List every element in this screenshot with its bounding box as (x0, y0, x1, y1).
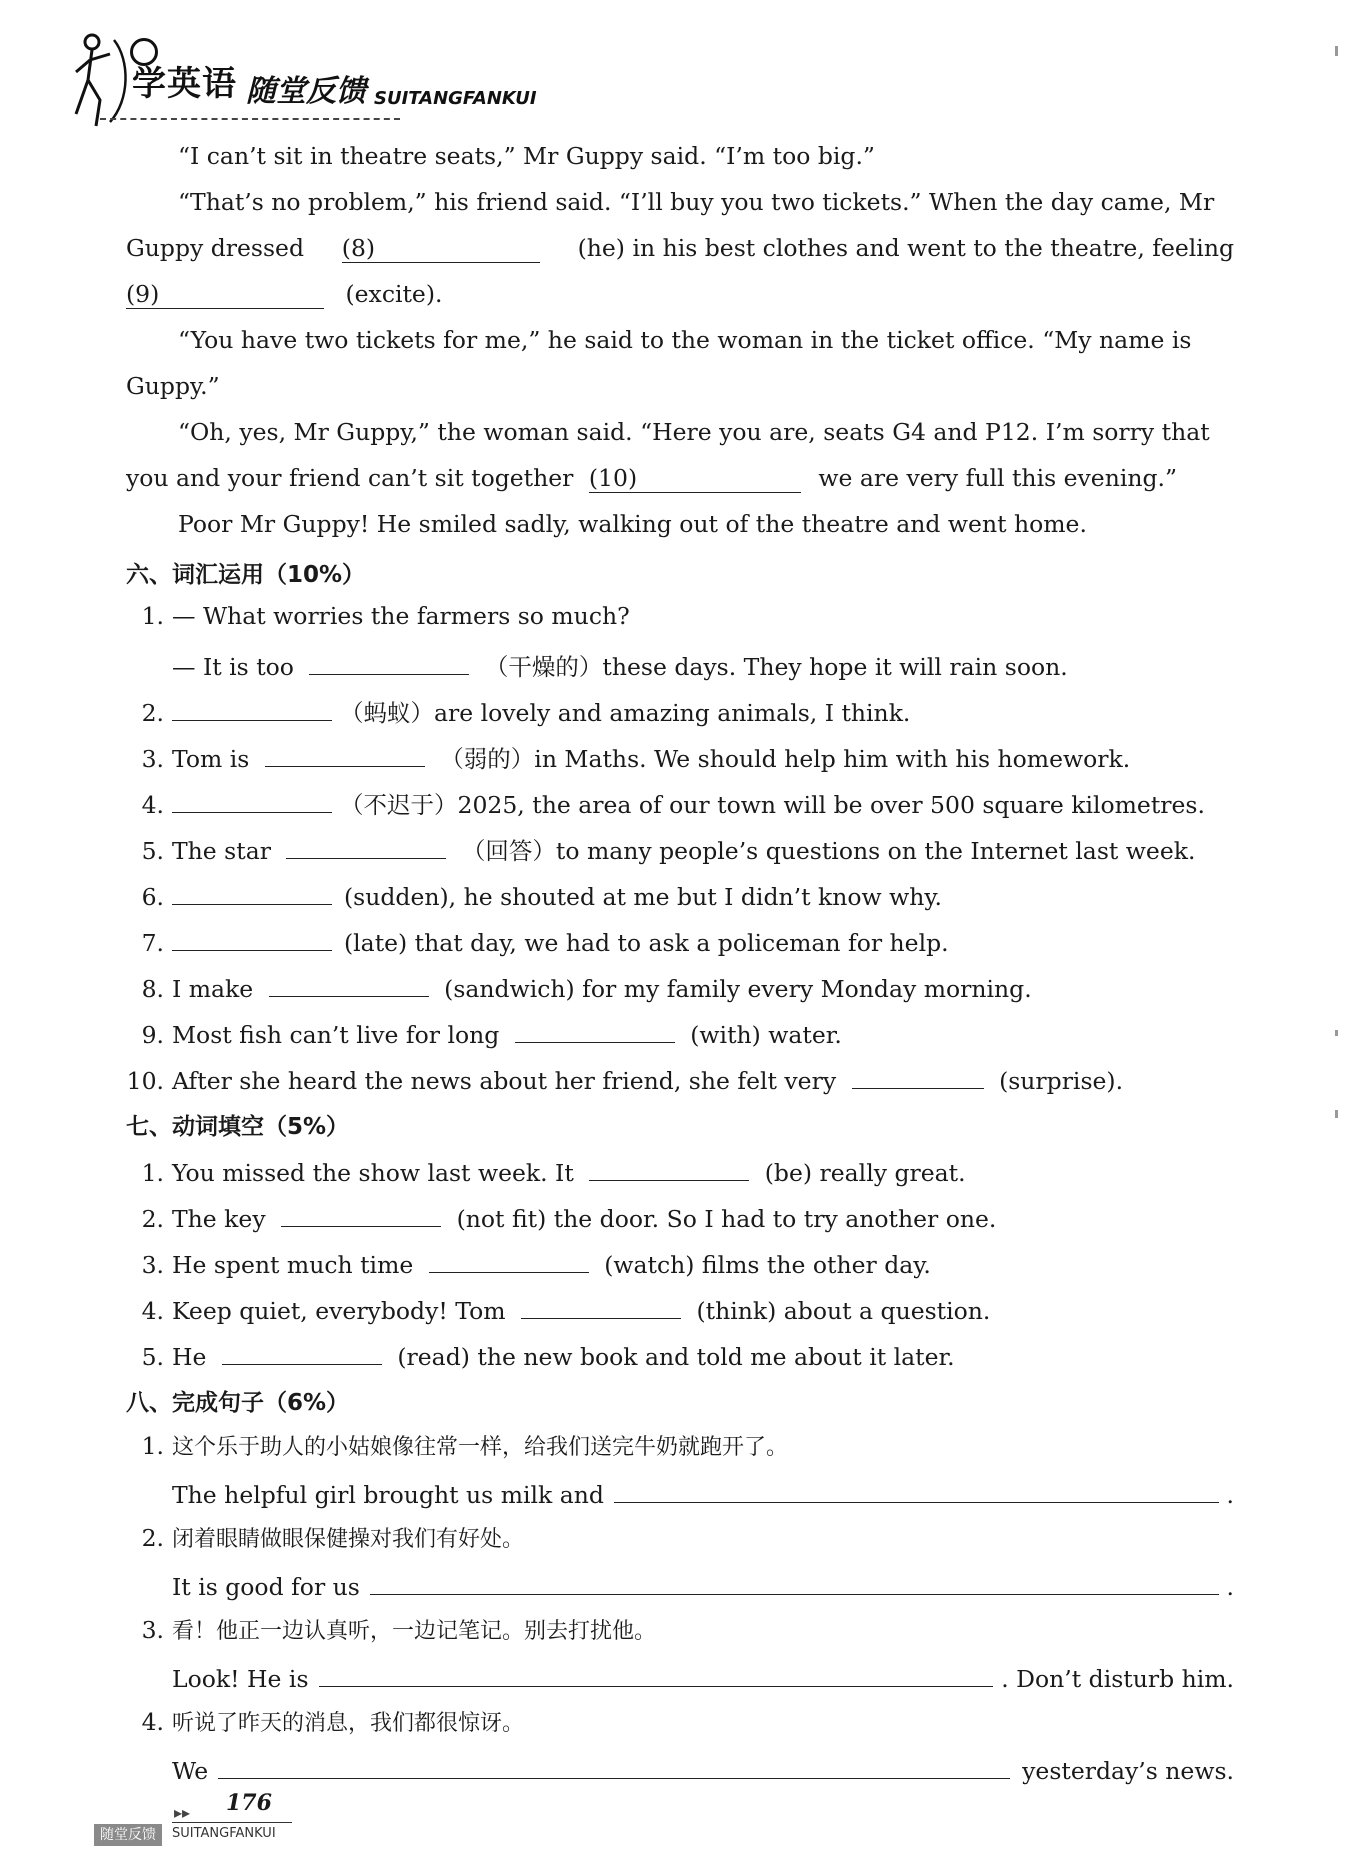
passage-text: “That’s no problem,” his friend said. “I’ll buy you two tickets.” When the day came, Mr (178, 188, 1215, 216)
blank-10[interactable] (589, 464, 801, 493)
answer-blank[interactable] (281, 1200, 441, 1227)
question-text: He (172, 1343, 207, 1371)
passage-line: “Oh, yes, Mr Guppy,” the woman said. “Here you are, seats G4 and P12. I’m sorry that (178, 418, 1210, 446)
footer-arrows-icon: ▸▸ (174, 1803, 191, 1822)
question-6-9 (126, 1016, 842, 1049)
scan-edge-mark (1335, 1030, 1338, 1036)
question-text: 听说了昨天的消息，我们都很惊讶。 (172, 1711, 525, 1736)
question-number: 2. (141, 699, 164, 727)
question-text: (watch) films the other day. (604, 1251, 931, 1279)
passage-text: we are very full this evening.” (818, 464, 1178, 492)
answer-blank[interactable] (515, 1016, 675, 1043)
brand-title: 学英语 (132, 64, 237, 104)
question-text: 闭着眼睛做眼保健操对我们有好处。 (172, 1527, 525, 1552)
question-text: (surprise). (999, 1067, 1124, 1095)
answer-blank[interactable] (172, 786, 332, 813)
question-number: 10. (126, 1067, 164, 1095)
question-text: The star (172, 837, 271, 865)
question-6-8 (126, 970, 1032, 1003)
question-text: . (1226, 1573, 1234, 1601)
section-8-heading: 八、完成句子（6%） (126, 1390, 350, 1416)
question-8-2-english (172, 1568, 1234, 1601)
passage-line (126, 464, 1177, 493)
question-text: （弱的）in Maths. We should help him with his homework. (440, 745, 1131, 773)
passage-text: you and your friend can’t sit together (126, 464, 574, 492)
passage-line: Guppy.” (126, 372, 220, 400)
question-7-4 (126, 1292, 990, 1325)
question-text: . (1226, 1481, 1234, 1509)
header (70, 30, 550, 130)
brand-pinyin: SUITANGFANKUI (374, 88, 537, 109)
scan-edge-mark (1335, 46, 1338, 56)
question-text: (sandwich) for my family every Monday morning. (444, 975, 1032, 1003)
answer-blank[interactable] (222, 1338, 382, 1365)
question-6-1-answer (172, 648, 1068, 682)
question-6-10 (126, 1062, 1123, 1095)
question-text: yesterday’s news. (1022, 1757, 1234, 1785)
answer-blank[interactable] (218, 1752, 1010, 1779)
question-number: 9. (141, 1021, 164, 1049)
section-6-heading: 六、词汇运用（10%） (126, 562, 366, 588)
question-number: 7. (141, 929, 164, 957)
question-number: 8. (141, 975, 164, 1003)
answer-blank[interactable] (319, 1660, 994, 1687)
answer-blank[interactable] (286, 832, 446, 859)
question-7-1 (126, 1154, 966, 1187)
passage-line: “I can’t sit in theatre seats,” Mr Guppy said. “I’m too big.” (178, 142, 875, 170)
question-text: （不迟于）2025, the area of our town will be over 500 square kilometres. (340, 791, 1205, 819)
question-number: 1. (141, 1432, 164, 1460)
footer-badge: 随堂反馈 (94, 1824, 162, 1846)
question-8-4-english (172, 1752, 1234, 1785)
question-text: (with) water. (690, 1021, 842, 1049)
question-number: 2. (141, 1524, 164, 1552)
question-8-1-chinese (126, 1430, 788, 1461)
question-number: 3. (141, 1616, 164, 1644)
question-8-3-english (172, 1660, 1234, 1693)
passage-text: “You have two tickets for me,” he said to the woman in the ticket office. “My name is (178, 326, 1192, 354)
question-text: After she heard the news about her friend, she felt very (172, 1067, 837, 1095)
question-6-2 (126, 694, 910, 728)
passage-line (126, 280, 442, 309)
question-6-6 (126, 878, 942, 911)
answer-blank[interactable] (265, 740, 425, 767)
scan-edge-mark (1335, 1110, 1338, 1118)
question-8-2-chinese (126, 1522, 524, 1553)
passage-line (178, 188, 1234, 216)
footer-divider (172, 1822, 292, 1823)
question-text: I make (172, 975, 254, 1003)
question-text: — It is too (172, 653, 294, 681)
question-number: 4. (141, 1708, 164, 1736)
question-number: 6. (141, 883, 164, 911)
question-7-2 (126, 1200, 996, 1233)
section-7-heading: 七、动词填空（5%） (126, 1114, 350, 1140)
blank-9[interactable] (126, 280, 324, 309)
question-6-3 (126, 740, 1130, 774)
blank-label: (8) (341, 234, 376, 262)
question-number: 3. (141, 745, 164, 773)
blank-label: (10) (588, 464, 638, 492)
question-text: (be) really great. (764, 1159, 966, 1187)
question-text: — What worries the farmers so much? (172, 602, 630, 630)
answer-blank[interactable] (269, 970, 429, 997)
question-number: 5. (141, 1343, 164, 1371)
answer-blank[interactable] (852, 1062, 984, 1089)
passage-text: (he) in his best clothes and went to the theatre, feeling (577, 234, 1234, 262)
question-text: We (172, 1757, 209, 1785)
question-text: Keep quiet, everybody! Tom (172, 1297, 506, 1325)
question-text: 看！他正一边认真听，一边记笔记。别去打扰他。 (172, 1619, 657, 1644)
question-number: 2. (141, 1205, 164, 1233)
question-8-1-english (172, 1476, 1234, 1509)
question-6-5 (126, 832, 1195, 866)
answer-blank[interactable] (589, 1154, 749, 1181)
question-text: Look! He is (172, 1665, 309, 1693)
question-8-4-chinese (126, 1706, 524, 1737)
answer-blank[interactable] (172, 878, 332, 905)
question-text: 这个乐于助人的小姑娘像往常一样，给我们送完牛奶就跑开了。 (172, 1435, 789, 1460)
question-text: The helpful girl brought us milk and (172, 1481, 604, 1509)
question-text: He spent much time (172, 1251, 414, 1279)
question-8-3-chinese (126, 1614, 656, 1645)
question-text: . Don’t disturb him. (1001, 1665, 1234, 1693)
page-number: 176 (226, 1790, 272, 1816)
question-number: 4. (141, 1297, 164, 1325)
question-7-3 (126, 1246, 931, 1279)
question-text: The key (172, 1205, 266, 1233)
question-text: You missed the show last week. It (172, 1159, 574, 1187)
question-text: (think) about a question. (696, 1297, 991, 1325)
footer-pinyin: SUITANGFANKUI (172, 1826, 276, 1841)
answer-blank[interactable] (172, 694, 332, 721)
question-text: (read) the new book and told me about it later. (397, 1343, 955, 1371)
blank-label: (9) (126, 280, 160, 308)
answer-blank[interactable] (614, 1476, 1219, 1503)
question-number: 4. (141, 791, 164, 819)
question-text: (sudden), he shouted at me but I didn’t know why. (344, 883, 942, 911)
passage-text: Guppy dressed (126, 234, 304, 262)
answer-blank[interactable] (521, 1292, 681, 1319)
answer-blank[interactable] (429, 1246, 589, 1273)
passage-line: Poor Mr Guppy! He smiled sadly, walking out of the theatre and went home. (178, 510, 1087, 538)
question-text: （蚂蚁）are lovely and amazing animals, I think. (340, 699, 911, 727)
runner-icon (70, 30, 140, 130)
answer-blank[interactable] (309, 648, 469, 675)
question-number: 3. (141, 1251, 164, 1279)
question-number: 1. (141, 602, 164, 630)
question-6-7 (126, 924, 949, 957)
question-text: Most fish can’t live for long (172, 1021, 500, 1049)
question-text: （回答）to many people’s questions on the Internet last week. (461, 837, 1196, 865)
blank-8[interactable] (342, 234, 540, 263)
question-7-5 (126, 1338, 955, 1371)
question-text: It is good for us (172, 1573, 360, 1601)
question-text: （干燥的）these days. They hope it will rain soon. (484, 653, 1068, 681)
header-divider (100, 118, 400, 120)
question-number: 1. (141, 1159, 164, 1187)
question-text: (late) that day, we had to ask a policeman for help. (344, 929, 949, 957)
question-number: 5. (141, 837, 164, 865)
answer-blank[interactable] (370, 1568, 1219, 1595)
passage-text: (excite). (345, 280, 443, 308)
question-6-1 (126, 602, 630, 630)
answer-blank[interactable] (172, 924, 332, 951)
question-text: Tom is (172, 745, 250, 773)
question-6-4 (126, 786, 1205, 820)
passage-line (126, 234, 1234, 263)
brand-subtitle: 随堂反馈 (246, 74, 366, 109)
passage-line (178, 326, 1234, 354)
question-text: (not fit) the door. So I had to try another one. (456, 1205, 997, 1233)
